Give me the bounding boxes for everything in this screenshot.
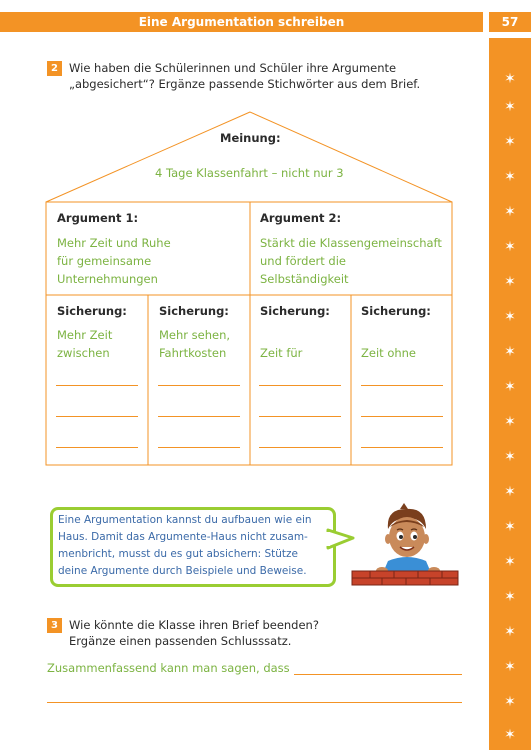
task-instruction-line: Ergänze einen passenden Schlusssatz.: [69, 634, 292, 648]
star-icon: ✶: [504, 449, 516, 465]
task-instruction-line: „abgesichert“? Ergänze passende Stichwörter aus dem Brief.: [69, 77, 421, 91]
sicherung-label: Sicherung:: [260, 304, 330, 318]
star-icon: ✶: [504, 379, 516, 395]
tip-line: menbricht, musst du es gut absichern: Stütze: [58, 548, 299, 560]
task-number: 3: [47, 618, 62, 633]
star-icon: ✶: [504, 239, 516, 255]
sicherung-label: Sicherung:: [57, 304, 127, 318]
argument2-line: Stärkt die Klassengemeinschaft: [260, 236, 442, 250]
answer-line[interactable]: [361, 447, 443, 448]
argument2-line: und fördert die: [260, 254, 346, 268]
argument2-line: Selbständigkeit: [260, 272, 349, 286]
answer-line[interactable]: [158, 416, 240, 417]
sicherung-label: Sicherung:: [159, 304, 229, 318]
argument1-label: Argument 1:: [57, 211, 139, 225]
star-icon: ✶: [504, 694, 516, 710]
star-icon: ✶: [504, 484, 516, 500]
answer-line[interactable]: [56, 385, 138, 386]
sicherung-hint: Fahrtkosten: [159, 346, 227, 360]
sicherung-hint: zwischen: [57, 346, 110, 360]
answer-line[interactable]: [259, 416, 341, 417]
page-title: Eine Argumentation schreiben: [138, 15, 345, 29]
answer-line[interactable]: [47, 702, 462, 703]
star-icon: ✶: [504, 344, 516, 360]
sicherung-label: Sicherung:: [361, 304, 431, 318]
task-instruction-line: Wie könnte die Klasse ihren Brief beenden?: [69, 618, 319, 632]
star-icon: ✶: [504, 589, 516, 605]
star-icon: ✶: [504, 169, 516, 185]
answer-line[interactable]: [294, 674, 462, 675]
star-icon: ✶: [504, 554, 516, 570]
star-icon: ✶: [504, 204, 516, 220]
sicherung-hint: Zeit ohne: [361, 346, 417, 360]
star-icon: ✶: [504, 274, 516, 290]
task-number: 2: [47, 61, 62, 76]
tip-line: Haus. Damit das Argumente-Haus nicht zusam-: [58, 531, 308, 543]
tip-line: deine Argumente durch Beispiele und Beweise.: [58, 565, 307, 577]
sicherung-hint: Mehr sehen,: [159, 328, 231, 342]
roof-value: 4 Tage Klassenfahrt – nicht nur 3: [155, 166, 344, 180]
star-icon: ✶: [504, 134, 516, 150]
answer-line[interactable]: [259, 385, 341, 386]
star-icon: ✶: [504, 99, 516, 115]
page-number: 57: [489, 12, 531, 32]
tip-line: Eine Argumentation kannst du aufbauen wie ein: [58, 514, 312, 526]
star-icon: ✶: [504, 727, 516, 743]
argument2-label: Argument 2:: [260, 211, 342, 225]
star-icon: ✶: [504, 624, 516, 640]
answer-line[interactable]: [56, 416, 138, 417]
star-icon: ✶: [504, 71, 516, 87]
answer-line[interactable]: [259, 447, 341, 448]
answer-line[interactable]: [56, 447, 138, 448]
star-icon: ✶: [504, 659, 516, 675]
argument1-line: für gemeinsame: [57, 254, 152, 268]
argument1-line: Mehr Zeit und Ruhe: [57, 236, 171, 250]
star-icon: ✶: [504, 414, 516, 430]
answer-line[interactable]: [158, 385, 240, 386]
answer-line[interactable]: [158, 447, 240, 448]
star-icon: ✶: [504, 519, 516, 535]
boy-illustration: [350, 503, 460, 587]
sicherung-hint: Mehr Zeit: [57, 328, 113, 342]
task-instruction-line: Wie haben die Schülerinnen und Schüler ihre Argumente: [69, 61, 397, 75]
answer-sentence-start: Zusammenfassend kann man sagen, dass: [47, 661, 290, 675]
tip-text: [58, 512, 333, 580]
answer-line[interactable]: [361, 416, 443, 417]
argument1-line: Unternehmungen: [57, 272, 158, 286]
roof-label: Meinung:: [220, 131, 281, 145]
star-icon: ✶: [504, 309, 516, 325]
answer-line[interactable]: [361, 385, 443, 386]
sicherung-hint: Zeit für: [260, 346, 303, 360]
